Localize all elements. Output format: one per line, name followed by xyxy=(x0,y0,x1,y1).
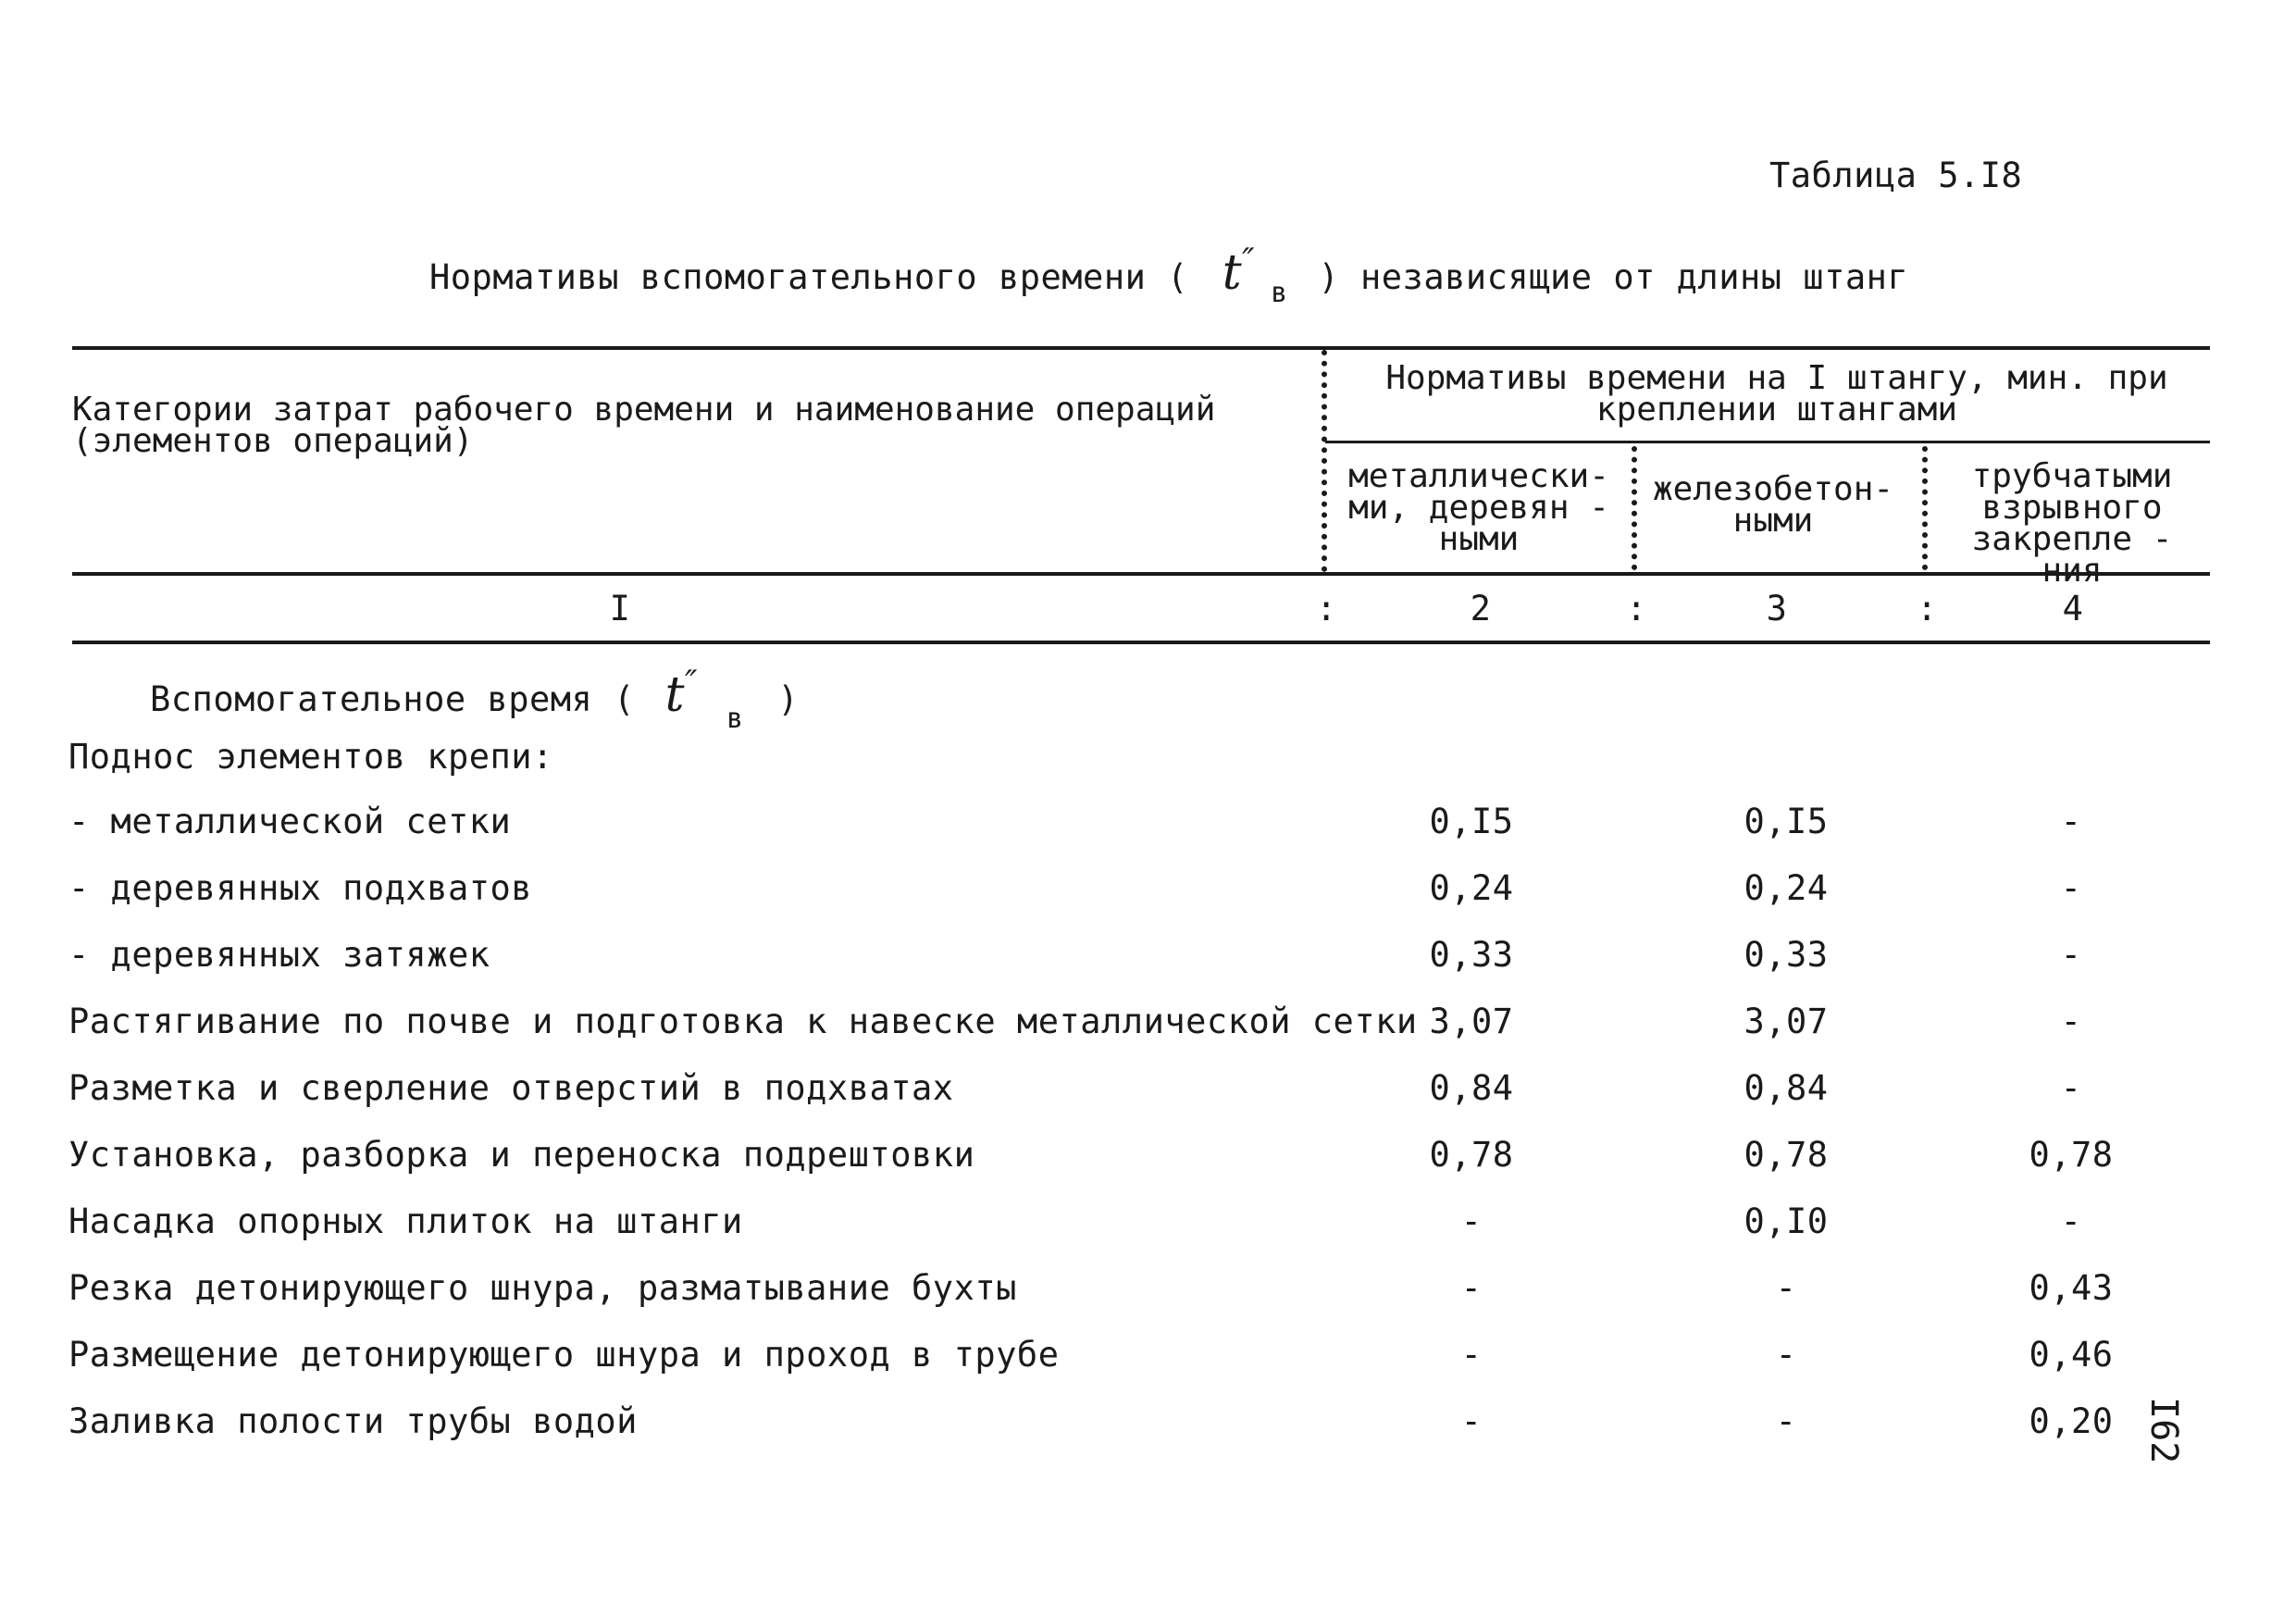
group-label: Поднос элементов крепи: xyxy=(68,737,553,777)
column-separator-2: : xyxy=(1626,589,1647,629)
row-value-col2: 0,I5 xyxy=(1429,802,1514,841)
row-value-col2: 3,07 xyxy=(1429,1002,1514,1041)
column-separator-1: : xyxy=(1316,589,1337,629)
title-suffix: ) независящие от длины штанг xyxy=(1318,257,1909,297)
title-symbol-t: t xyxy=(1222,245,1243,301)
row-value-col2: - xyxy=(1460,1268,1483,1308)
row-value-col3: - xyxy=(1775,1268,1797,1308)
row-value-col2: - xyxy=(1460,1401,1483,1441)
row-value-col3: 0,24 xyxy=(1744,868,1829,908)
section-title-suffix: ) xyxy=(777,679,800,719)
row-label: - металлической сетки xyxy=(68,802,512,841)
header-bottom-rule xyxy=(72,572,2210,576)
row-value-col2: - xyxy=(1460,1335,1483,1375)
section-symbol-sub: в xyxy=(726,703,744,735)
row-value-col2: - xyxy=(1460,1201,1483,1241)
row-value-col3: 0,I0 xyxy=(1744,1201,1829,1241)
header-separator-1 xyxy=(1322,350,1327,572)
section-title-text: Вспомогательное время ( xyxy=(150,679,635,719)
header-group: Нормативы времени на I штангу, мин. при креплении штангами xyxy=(1385,359,2168,429)
row-value-col3: - xyxy=(1775,1335,1797,1375)
row-label: - деревянных подхватов xyxy=(68,868,533,908)
row-value-col2: 0,24 xyxy=(1429,868,1514,908)
row-value-col3: 0,33 xyxy=(1744,935,1829,975)
title-prefix: Нормативы вспомогательного времени ( xyxy=(429,257,1188,297)
row-label: Разметка и сверление отверстий в подхватах xyxy=(68,1068,954,1108)
row-value-col4: 0,20 xyxy=(2029,1401,2114,1441)
table-top-rule xyxy=(72,346,2210,350)
header-separator-3 xyxy=(1922,446,1928,570)
row-value-col3: 0,84 xyxy=(1744,1068,1829,1108)
row-value-col4: - xyxy=(2060,935,2082,975)
column-number-2: 2 xyxy=(1470,589,1492,629)
row-value-col3: 0,I5 xyxy=(1744,802,1829,841)
subheader-rule xyxy=(1325,441,2210,443)
column-number-4: 4 xyxy=(2062,589,2084,629)
page-number: I62 xyxy=(2142,1397,2185,1464)
section-symbol-prime: ″ xyxy=(685,665,698,703)
title-symbol xyxy=(1222,245,1271,301)
row-value-col2: 0,84 xyxy=(1429,1068,1514,1108)
row-value-col4: 0,78 xyxy=(2029,1135,2114,1175)
row-value-col4: - xyxy=(2060,1068,2082,1108)
column-number-3: 3 xyxy=(1766,589,1788,629)
row-value-col4: - xyxy=(2060,868,2082,908)
row-label: Насадка опорных плиток на штанги xyxy=(68,1201,743,1241)
section-title xyxy=(150,665,800,735)
row-label: Размещение детонирующего шнура и проход в трубе xyxy=(68,1335,1060,1375)
table-title xyxy=(429,243,1909,309)
row-value-col4: - xyxy=(2060,1201,2082,1241)
column-numbers-rule xyxy=(72,641,2210,644)
section-symbol-t: t xyxy=(664,667,686,723)
header-col4: трубчатыми взрывного закрепле - ния xyxy=(1971,461,2173,587)
row-value-col2: 0,78 xyxy=(1429,1135,1514,1175)
row-value-col3: 0,78 xyxy=(1744,1135,1829,1175)
row-label: Резка детонирующего шнура, разматывание бухты xyxy=(68,1268,1017,1308)
table-number: Таблица 5.I8 xyxy=(1769,156,2023,195)
row-label: - деревянных затяжек xyxy=(68,935,490,975)
header-col1: Категории затрат рабочего времени и наименование операций (элементов операций) xyxy=(72,391,1216,460)
row-value-col3: - xyxy=(1775,1401,1797,1441)
header-separator-2 xyxy=(1632,446,1637,570)
row-value-col3: 3,07 xyxy=(1744,1002,1829,1041)
row-label: Растягивание по почве и подготовка к навеске металлической сетки xyxy=(68,1002,1418,1041)
header-col3: железобетон- ными xyxy=(1652,470,1894,540)
row-label: Заливка полости трубы водой xyxy=(68,1401,638,1441)
title-symbol-sub: в xyxy=(1271,277,1288,309)
column-separator-3: : xyxy=(1917,589,1938,629)
row-value-col4: - xyxy=(2060,1002,2082,1041)
header-col2: металлически-ми, деревян - ными xyxy=(1348,457,1609,558)
column-number-1: I xyxy=(609,589,631,629)
row-value-col2: 0,33 xyxy=(1429,935,1514,975)
row-value-col4: - xyxy=(2060,802,2082,841)
row-label: Установка, разборка и переноска подрештовки xyxy=(68,1135,975,1175)
row-value-col4: 0,43 xyxy=(2029,1268,2114,1308)
title-symbol-prime: ″ xyxy=(1242,243,1256,280)
section-symbol xyxy=(665,667,714,723)
row-value-col4: 0,46 xyxy=(2029,1335,2114,1375)
